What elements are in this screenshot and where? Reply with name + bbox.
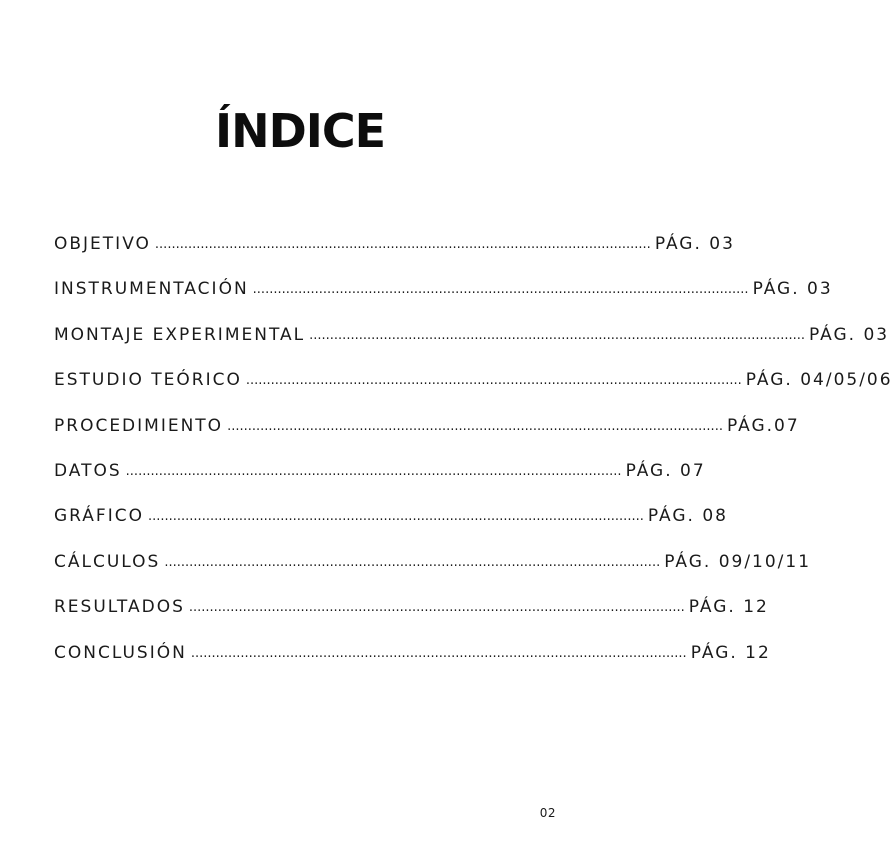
- toc-entry-page: PÁG. 12: [688, 597, 769, 618]
- dot-leader: ........................................................................................................................: [227, 418, 723, 434]
- toc-entry-label: CONCLUSIÓN: [54, 642, 187, 663]
- toc-entry-label: RESULTADOS: [54, 597, 185, 618]
- toc-entry: [54, 279, 833, 324]
- toc-entry-label: INSTRUMENTACIÓN: [54, 279, 249, 300]
- toc-entry-page: PÁG. 04/05/06: [745, 370, 893, 391]
- toc-entry-page: PÁG.07: [726, 415, 800, 436]
- toc-entry: [54, 642, 771, 688]
- toc-entry-label: DATOS: [54, 460, 122, 481]
- page-title: ÍNDICE: [214, 104, 386, 158]
- toc-entry: [54, 234, 735, 279]
- dot-leader: ........................................................................................................................: [245, 373, 742, 389]
- toc-entry-label: MONTAJE EXPERIMENTAL: [54, 324, 306, 345]
- dot-leader: ........................................................................................................................: [125, 463, 622, 479]
- toc-entry-label: ESTUDIO TEÓRICO: [54, 370, 242, 391]
- toc-entry: [54, 370, 893, 415]
- toc-entry: [54, 551, 812, 597]
- toc-entry-page: PÁG. 03: [752, 279, 833, 300]
- dot-leader: ........................................................................................................................: [188, 600, 685, 616]
- toc-entry: [54, 506, 728, 551]
- dot-leader: ........................................................................................................................: [252, 282, 749, 298]
- toc-entry-label: CÁLCULOS: [54, 551, 161, 572]
- dot-leader: ........................................................................................................................: [309, 327, 806, 343]
- toc-entry: [54, 415, 800, 461]
- toc-entry-page: PÁG. 08: [647, 506, 728, 527]
- toc-entry-page: PÁG. 12: [690, 642, 771, 663]
- toc-entry-page: PÁG. 09/10/11: [664, 551, 812, 572]
- toc-entry-page: PÁG. 03: [809, 324, 890, 345]
- toc-entry-page: PÁG. 03: [654, 234, 735, 254]
- page-number: 02: [539, 806, 556, 820]
- dot-leader: ........................................................................................................................: [190, 645, 687, 661]
- toc-entry: [54, 324, 890, 370]
- dot-leader: ........................................................................................................................: [164, 554, 661, 570]
- toc-entry-page: PÁG. 07: [625, 460, 706, 481]
- toc-entry: [54, 597, 769, 642]
- toc-entry-label: GRÁFICO: [54, 506, 144, 527]
- toc-entry-label: OBJETIVO: [54, 234, 151, 254]
- dot-leader: ........................................................................................................................: [154, 237, 651, 252]
- table-of-contents: [54, 234, 893, 688]
- toc-entry: [54, 460, 706, 506]
- dot-leader: ........................................................................................................................: [147, 509, 644, 525]
- toc-entry-label: PROCEDIMIENTO: [54, 415, 224, 436]
